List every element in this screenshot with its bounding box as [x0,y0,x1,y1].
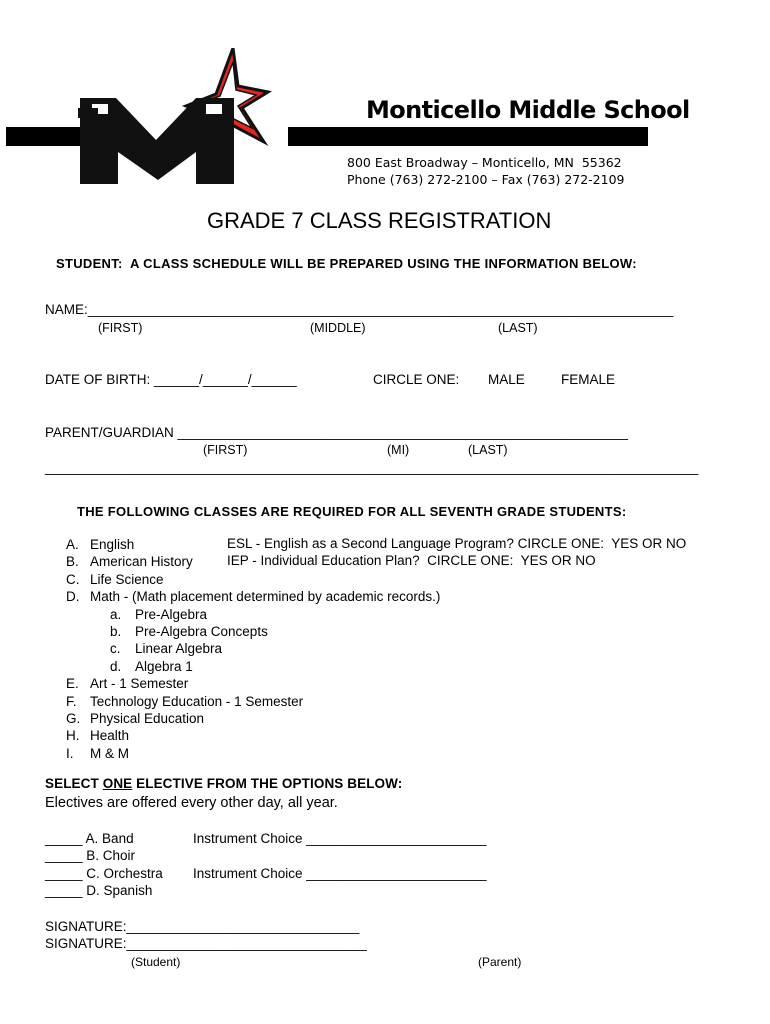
header-bar-left [6,127,80,146]
guardian-first-label: (FIRST) [203,443,248,457]
date-of-birth-field[interactable]: DATE OF BIRTH: ______/______/______ [45,372,297,387]
elective-option-band[interactable]: _____ A. Band [45,831,134,846]
list-item: E. Art - 1 Semester [66,676,189,692]
electives-note: Electives are offered every other day, all year. [45,795,338,811]
instrument-choice-field-1[interactable]: Instrument Choice ________________________ [193,831,487,846]
list-item: A. English [66,537,135,552]
list-item: C. Life Science [66,571,164,587]
student-signature-field[interactable]: SIGNATURE:_______________________________ [45,919,360,934]
required-classes-list [66,536,440,762]
school-phone: Phone (763) 272-2100 – Fax (763) 272-2109 [347,172,625,187]
name-field[interactable]: NAME:______________________________________________________________________________ [45,302,674,317]
list-item: B. American History [66,554,193,570]
gender-male-option[interactable]: MALE [488,372,525,387]
list-item: F. Technology Education - 1 Semester [66,693,304,709]
gender-circle-label: CIRCLE ONE: [373,372,460,387]
iep-question: IEP - Individual Education Plan? CIRCLE ONE: YES OR NO [227,553,596,568]
name-first-label: (FIRST) [98,321,143,335]
list-item: D. Math - (Math placement determined by academic records.) [66,589,441,605]
list-item: H. Health [66,728,130,744]
gender-female-option[interactable]: FEMALE [561,372,616,387]
name-last-label: (LAST) [498,321,538,335]
elective-option-orchestra[interactable]: _____ C. Orchestra [45,866,163,881]
school-name: Monticello Middle School [366,96,690,124]
guardian-last-label: (LAST) [468,443,508,457]
list-item: d. Algebra 1 [110,658,193,674]
list-item: b. Pre-Algebra Concepts [110,623,268,639]
list-item: I. M & M [66,745,129,761]
form-instruction: STUDENT: A CLASS SCHEDULE WILL BE PREPARED USING THE INFORMATION BELOW: [56,256,637,271]
instrument-choice-field-2[interactable]: Instrument Choice ________________________ [193,866,487,881]
elective-option-spanish[interactable]: _____ D. Spanish [45,883,153,898]
guardian-mi-label: (MI) [387,443,410,457]
esl-question: ESL - English as a Second Language Program? CIRCLE ONE: YES OR NO [227,536,687,551]
required-classes-heading: THE FOLLOWING CLASSES ARE REQUIRED FOR ALL SEVENTH GRADE STUDENTS: [77,504,627,519]
header-bar-right [288,127,648,146]
form-title: GRADE 7 CLASS REGISTRATION [207,208,552,233]
school-logo-icon [78,48,290,190]
list-item: a. Pre-Algebra [110,606,208,622]
electives-heading: SELECT ONE ELECTIVE FROM THE OPTIONS BELOW: [45,776,403,791]
extra-line-field[interactable]: _______________________________________________________________________________________ [45,460,699,475]
name-middle-label: (MIDDLE) [310,321,366,335]
parent-signature-label: (Parent) [478,955,522,969]
parent-guardian-field[interactable]: PARENT/GUARDIAN ____________________________________________________________ [45,425,628,440]
parent-signature-field[interactable]: SIGNATURE:________________________________ [45,936,367,951]
list-item: G. Physical Education [66,710,205,726]
school-address: 800 East Broadway – Monticello, MN 55362 [347,155,622,170]
list-item: c. Linear Algebra [110,641,223,657]
student-signature-label: (Student) [131,955,181,969]
elective-option-choir[interactable]: _____ B. Choir [45,848,136,863]
